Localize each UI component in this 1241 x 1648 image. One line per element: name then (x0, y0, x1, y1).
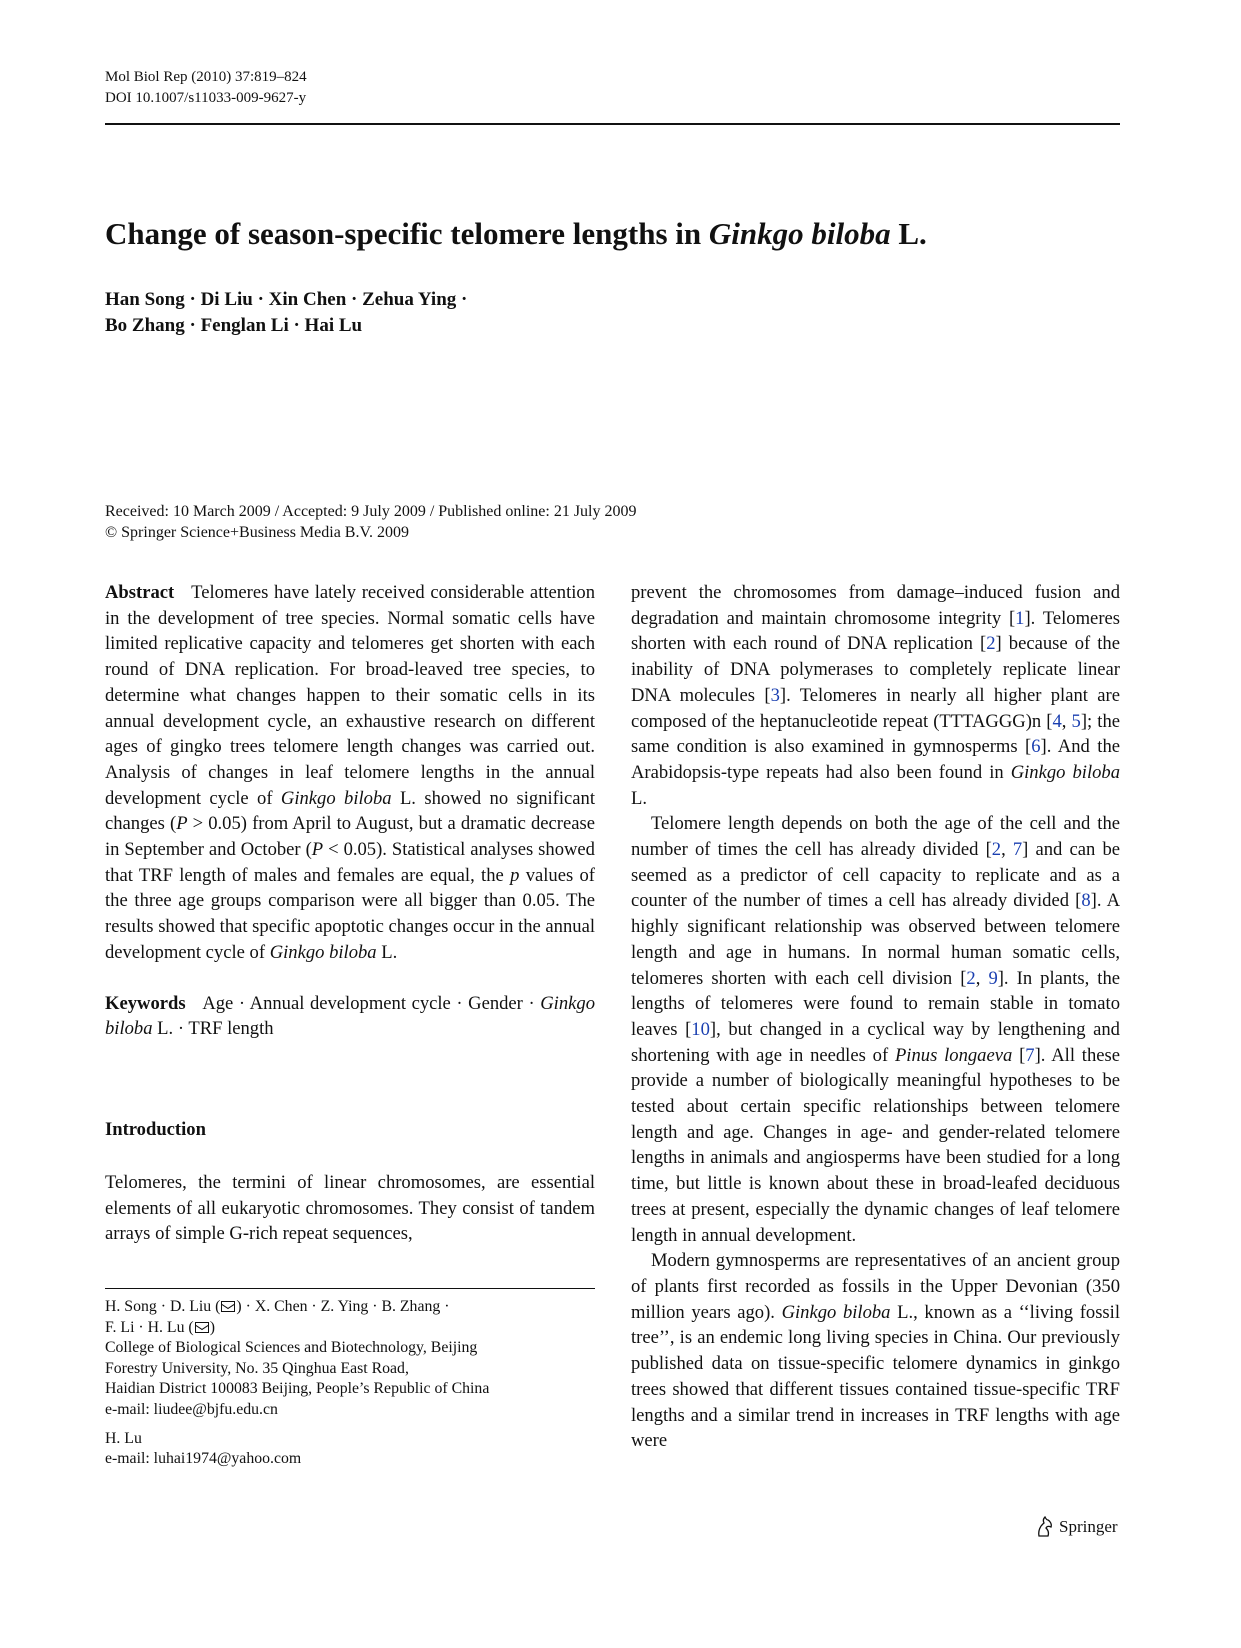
footnote-rule (105, 1288, 595, 1289)
footnote-authors-2 (105, 1318, 605, 1339)
springer-horse-icon (1035, 1516, 1055, 1538)
text: H. Song · D. Liu ( (105, 1298, 221, 1315)
right-column (631, 580, 1120, 1454)
envelope-icon (221, 1301, 235, 1312)
text: , (975, 967, 989, 989)
citation-link[interactable]: 8 (1081, 890, 1091, 912)
abstract (105, 580, 595, 966)
citation-link[interactable]: 2 (991, 839, 1002, 861)
author-line-2: Bo Zhang · Fenglan Li · Hai Lu (105, 315, 363, 336)
left-column (105, 580, 595, 1042)
text: ], but changed in a cyclical way by lengthening and shortening with age in needles of (631, 1018, 1120, 1066)
title-species: Ginkgo biloba (708, 216, 891, 251)
right-paragraph-1 (631, 580, 1120, 811)
species-name: Pinus longaeva (894, 1044, 1013, 1066)
author-line-1: Han Song · Di Liu · Xin Chen · Zehua Ying · (105, 289, 468, 310)
citation-link[interactable]: 5 (1071, 710, 1081, 732)
text: ]. And the Arabidopsis-type repeats had also been found in (631, 736, 1120, 783)
author-list (105, 287, 467, 339)
citation-link[interactable]: 7 (1025, 1044, 1035, 1066)
text: , (1001, 839, 1013, 861)
citation-link[interactable]: 7 (1012, 839, 1023, 861)
species-name: Ginkgo biloba (781, 1301, 891, 1323)
citation-link[interactable]: 3 (770, 684, 780, 706)
text: prevent the chromosomes from damage–induced fusion and degradation and maintain chromosome integrity [ (631, 582, 1120, 629)
keywords (105, 991, 595, 1042)
abstract-text-1: Telomeres have lately received considerable attention in the development of tree species. Normal somatic cells have limited replicative capacity and telomeres get shorten with each round of DNA replication. For broad-leaved tree species, to determine what changes happen to their somatic cells in its annual development cycle, an exhaustive research on different ages of gingko trees telomere length changes was carried out. Analysis of changes in leaf telomere lengths in the annual development cycle of (105, 582, 595, 809)
text: F. Li · H. Lu ( (105, 1318, 194, 1336)
abstract-species-1: Ginkgo biloba (280, 787, 392, 809)
text: ] and can be seemed as a predictor of cell capacity to replicate and as a counter of the number of times a cell has already divided [ (631, 839, 1120, 912)
text: ] because of the inability of DNA polymerases to completely replicate linear DNA molecules [ (631, 633, 1120, 706)
journal-header (105, 67, 307, 109)
abstract-p-1: P (176, 813, 188, 835)
abstract-text-6: L. (376, 941, 398, 963)
keywords-species: Ginkgo biloba (105, 992, 595, 1040)
footnote-authors-1 (105, 1297, 605, 1318)
title-suffix: L. (890, 216, 927, 251)
species-name: Ginkgo biloba (1010, 761, 1120, 783)
introduction-text: Telomeres, the termini of linear chromosomes, are essential elements of all eukaryotic chromosomes. They consist of tandem arrays of simple G-rich repeat sequences, (105, 1172, 595, 1245)
text: Telomere length depends on both the age of the cell and the number of times the cell has already divided [ (631, 813, 1120, 861)
citation-link[interactable]: 6 (1031, 736, 1041, 758)
title-text: Change of season-specific telomere lengths in (105, 216, 709, 251)
affiliation-line-2: Forestry University, No. 35 Qinghua East Road, (105, 1359, 409, 1377)
right-paragraph-3 (631, 1248, 1120, 1454)
affiliation-line-3: Haidian District 100083 Beijing, People’s Republic of China (105, 1380, 490, 1398)
publisher-logo (1035, 1516, 1118, 1538)
text: L., known as a ‘‘living fossil tree’’, is an endemic long living species in China. Our previously published data on tissue-specific telomere dynamics in ginkgo trees showed that different tissues contained tissue-specific TRF lengths and a similar trend in increases in TRF lengths with age were (631, 1301, 1120, 1452)
text: ) · X. Chen · Z. Ying · B. Zhang · (236, 1298, 450, 1315)
author-name-2: H. Lu (105, 1429, 142, 1447)
email-2[interactable]: e-mail: luhai1974@yahoo.com (105, 1450, 302, 1468)
journal-doi: DOI 10.1007/s11033-009-9627-y (105, 90, 307, 106)
email-1[interactable]: e-mail: liudee@bjfu.edu.cn (105, 1400, 278, 1418)
publisher-name: Springer (1059, 1517, 1118, 1536)
introduction-paragraph (105, 1170, 595, 1247)
text: ]. Telomeres in nearly all higher plant are composed of the heptanucleotide repeat (TTTAGGG)n [ (631, 684, 1120, 732)
text: ) (209, 1318, 215, 1336)
keywords-text-1: Age · Annual development cycle · Gender · (202, 992, 541, 1014)
copyright-line: © Springer Science+Business Media B.V. 2009 (105, 524, 409, 541)
text: ]. Telomeres shorten with each round of DNA replication [ (631, 607, 1120, 655)
envelope-icon (195, 1322, 209, 1333)
text: ]. In plants, the lengths of telomeres were found to remain stable in tomato leaves [ (631, 967, 1121, 1040)
citation-link[interactable]: 2 (966, 967, 976, 989)
text: ]. All these provide a number of biologically meaningful hypotheses to be tested about certain specific relationships between telomere length and age. Changes in age- and gender-related telomere lengths in animals and angiosperms have been studied for a long time, but little is known about these in broad-leafed deciduous trees at present, especially the dynamic changes of leaf telomere length in annual development. (631, 1044, 1120, 1246)
author-footnote (105, 1297, 605, 1470)
text: Modern gymnosperms are representatives of an ancient group of plants first recorded as fossils in the Upper Devonian (350 million years ago). (631, 1250, 1120, 1323)
text: [ (1012, 1044, 1026, 1066)
abstract-text-5: values of the three age groups comparison were all bigger than 0.05. The results showed that specific apoptotic changes occur in the annual development cycle of (105, 864, 596, 963)
citation-link[interactable]: 1 (1015, 607, 1025, 629)
affiliation-line-1: College of Biological Sciences and Biotechnology, Beijing (105, 1339, 478, 1357)
abstract-p-2: P (311, 839, 324, 861)
citation-link[interactable]: 9 (988, 967, 998, 989)
citation-link[interactable]: 2 (986, 633, 996, 655)
text: ]. A highly significant relationship was observed between telomere length and age in humans. In normal human somatic cells, telomeres shorten with each cell division [ (631, 890, 1120, 989)
citation-link[interactable]: 4 (1052, 710, 1062, 732)
right-paragraph-2 (631, 811, 1120, 1248)
abstract-text-3: > 0.05) from April to August, but a dramatic decrease in September and October ( (105, 813, 595, 861)
keywords-text-2: L. · TRF length (152, 1018, 274, 1040)
abstract-text-2: L. showed no significant changes ( (105, 787, 595, 835)
history-dates: Received: 10 March 2009 / Accepted: 9 July 2009 / Published online: 21 July 2009 (105, 503, 637, 520)
publication-dates (105, 501, 636, 543)
abstract-label: Abstract (105, 582, 175, 603)
keywords-label: Keywords (105, 992, 186, 1014)
text: L. (631, 787, 648, 809)
text: ]; the same condition is also examined in gymnosperms [ (631, 710, 1120, 758)
header-rule (105, 123, 1120, 125)
citation-link[interactable]: 10 (691, 1018, 710, 1040)
abstract-species-2: Ginkgo biloba (269, 941, 377, 963)
abstract-p-3: p (510, 864, 520, 886)
journal-citation: Mol Biol Rep (2010) 37:819–824 (105, 69, 307, 85)
introduction-heading: Introduction (105, 1119, 206, 1140)
paper-title (105, 215, 1120, 253)
abstract-text-4: < 0.05). Statistical analyses showed that TRF length of males and females are equal, the (105, 839, 595, 886)
text: , (1061, 710, 1072, 732)
